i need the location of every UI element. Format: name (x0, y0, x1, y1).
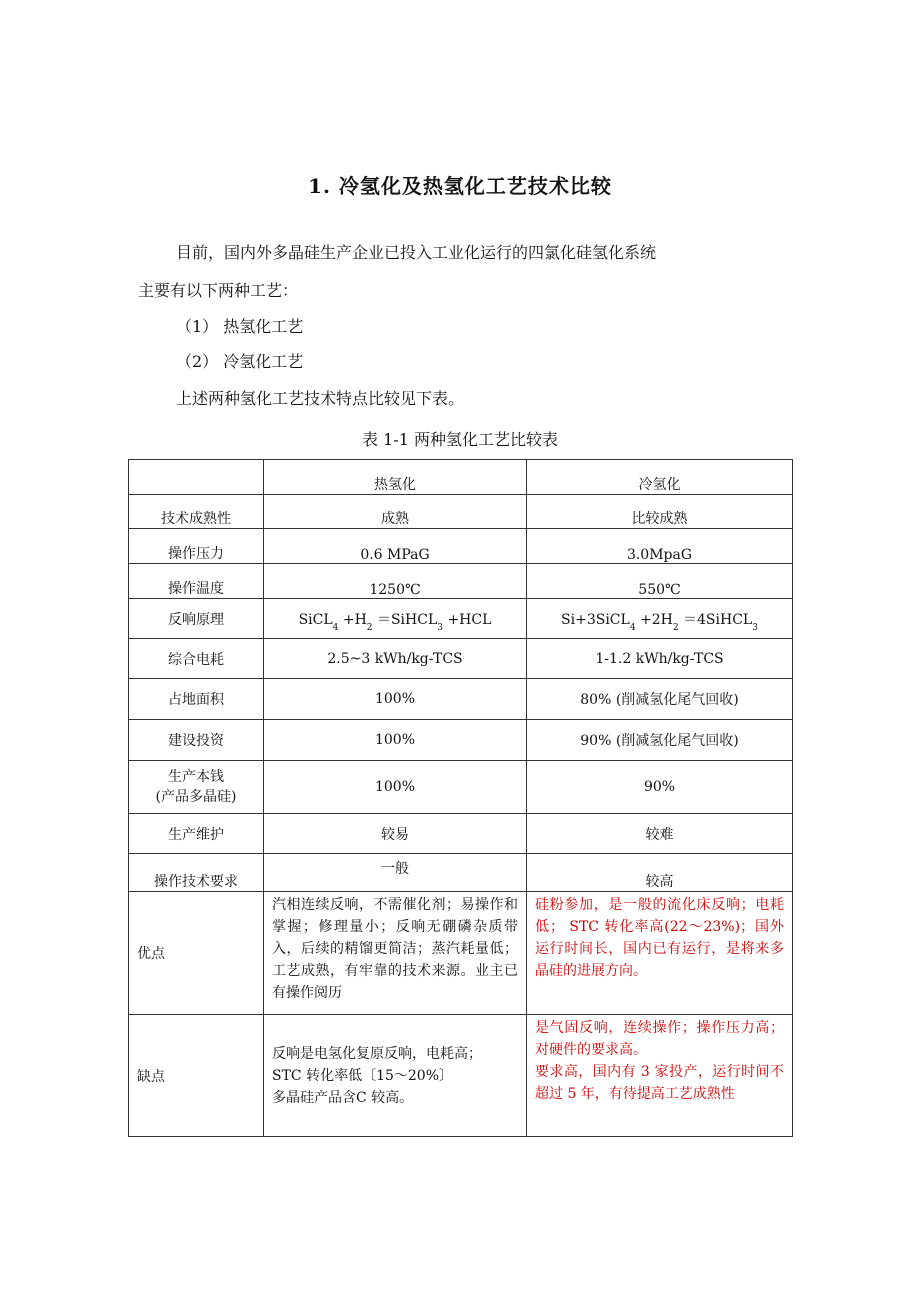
table-row (129, 564, 793, 599)
table-row (129, 495, 793, 529)
header-hot: 热氢化 (264, 460, 527, 495)
comparison-table (128, 459, 793, 1137)
row-hot: 100% (264, 720, 527, 761)
row-label: 操作温度 (129, 564, 264, 599)
row-cold: 90% (削减氢化尾气回收) (527, 720, 793, 761)
row-label: 生产维护 (129, 814, 264, 854)
row-cold: 80% (削减氢化尾气回收) (527, 679, 793, 720)
row-label: 缺点 (129, 1015, 264, 1137)
row-hot: 0.6 MPaG (264, 529, 527, 564)
row-hot: 1250℃ (264, 564, 527, 599)
list-item-hot: （1） 热氢化工艺 (176, 317, 304, 336)
row-cold: 90% (527, 761, 793, 814)
row-hot: 2.5~3 kWh/kg-TCS (264, 639, 527, 679)
cold-reaction-formula: Si+3SiCL$_4$ $+2H_2$ ＝4SiHCL$_3$ (527, 599, 793, 639)
row-label: 操作技术要求 (129, 854, 264, 892)
cons-cold: 是气固反响，连续操作；操作压力高；对硬件的要求高。 要求高，国内有 3 家投产，运行时间不超过 5 年，有待提高工艺成熟性 (527, 1015, 793, 1137)
table-row (129, 639, 793, 679)
table-row-reaction (129, 599, 793, 639)
pros-cold: 硅粉参加，是一般的流化床反响；电耗低； STC 转化率高(22～23%)；国外运行时间长，国内已有运行，是将来多晶硅的进展方向。 (527, 892, 793, 1015)
cons-hot: 反响是电氢化复原反响，电耗高； STC 转化率低〔15～20%〕 多晶硅产品含C 较高。 (264, 1015, 527, 1137)
summary-text: 上述两种氢化工艺技术特点比较见下表。 (176, 389, 465, 408)
table-row (129, 679, 793, 720)
page-title: 1. 冷氢化及热氢化工艺技术比较 (308, 174, 612, 198)
row-hot: 100% (264, 679, 527, 720)
row-label: 技术成熟性 (129, 495, 264, 529)
row-cold: 3.0MpaG (527, 529, 793, 564)
table-caption: 表 1-1 两种氢化工艺比较表 (362, 430, 558, 449)
row-label: 建设投资 (129, 720, 264, 761)
intro-line-1: 目前，国内外多晶硅生产企业已投入工业化运行的四氯化硅氢化系统 (176, 243, 657, 262)
table-row (129, 814, 793, 854)
table-row (129, 720, 793, 761)
pros-hot: 汽相连续反响，不需催化剂；易操作和掌握；修理量小；反响无硼磷杂质带入，后续的精馏更简洁；蒸汽耗量低；工艺成熟，有牢靠的技术来源。业主已有操作阅历 (264, 892, 527, 1015)
table-row-cost (129, 761, 793, 814)
row-label: 操作压力 (129, 529, 264, 564)
row-label: 优点 (129, 892, 264, 1015)
header-blank (129, 460, 264, 495)
table-row (129, 854, 793, 892)
hot-reaction-formula: SiCL$_4$ $+H_2$ ＝SiHCL$_3$ +HCL (264, 599, 527, 639)
table-row (129, 529, 793, 564)
row-hot: 一般 (264, 854, 527, 892)
row-hot: 成熟 (264, 495, 527, 529)
intro-line-2: 主要有以下两种工艺： (138, 281, 299, 300)
row-label: 综合电耗 (129, 639, 264, 679)
row-label: 占地面积 (129, 679, 264, 720)
row-hot: 100% (264, 761, 527, 814)
table-row-pros (129, 892, 793, 1015)
table-header-row (129, 460, 793, 495)
row-cold: 较高 (527, 854, 793, 892)
row-cold: 较难 (527, 814, 793, 854)
header-cold: 冷氢化 (527, 460, 793, 495)
row-cold: 比较成熟 (527, 495, 793, 529)
row-cold: 550℃ (527, 564, 793, 599)
table-row-cons (129, 1015, 793, 1137)
row-hot: 较易 (264, 814, 527, 854)
row-label: 反响原理 (129, 599, 264, 639)
row-cold: 1-1.2 kWh/kg-TCS (527, 639, 793, 679)
row-label: 生产本钱 (产品多晶硅) (129, 761, 264, 814)
list-item-cold: （2） 冷氢化工艺 (176, 352, 304, 371)
